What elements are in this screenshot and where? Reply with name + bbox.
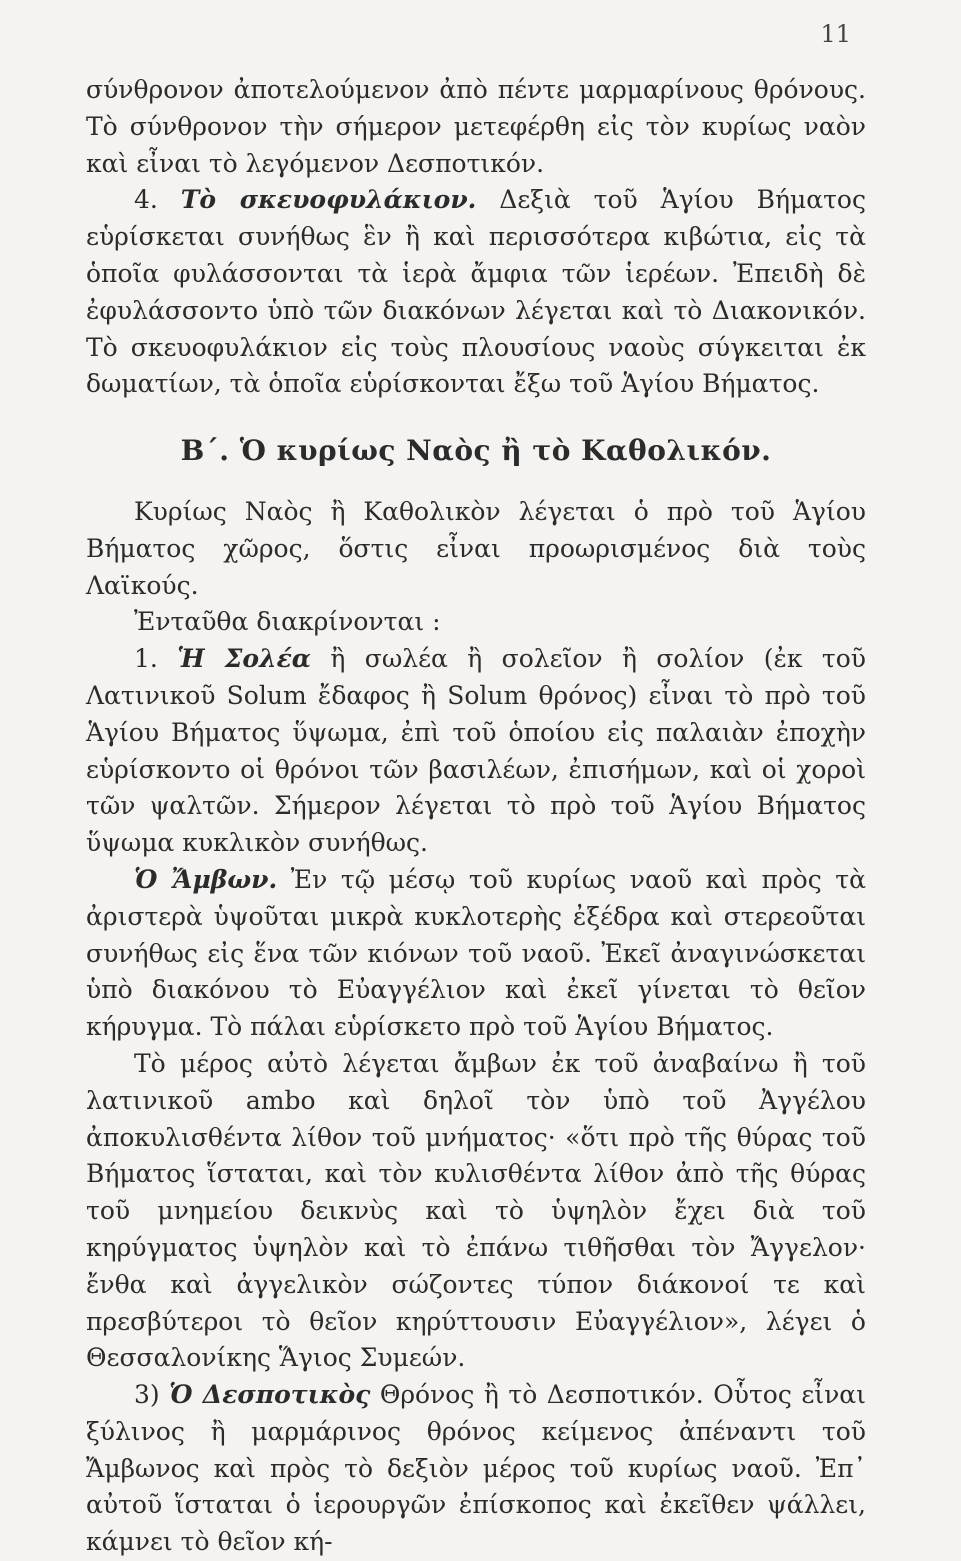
item-number: 3): [134, 1380, 170, 1410]
paragraph-text: Δεξιὰ τοῦ Ἁγίου Βήματος εὑρίσκεται συνήθως ἓν ἢ καὶ περισσότερα κιβώτια, εἰς τὰ ὁποῖα φυλάσσονται τὰ ἱερὰ ἄμφια τῶν ἱερέων. Ἐπειδὴ δὲ ἐφυλάσσοντο ὑπὸ τῶν διακόνων λέγεται καὶ τὸ Διακονικόν. Τὸ σκευοφυλάκιον εἰς τοὺς πλουσίους ναοὺς σύγκειται ἐκ δωματίων, τὰ ὁποῖα εὑρίσκονται ἔξω τοῦ Ἁγίου Βήματος.: [86, 185, 866, 399]
paragraph-amvon-meaning: Τὸ μέρος αὐτὸ λέγεται ἄμβων ἐκ τοῦ ἀναβαίνω ἢ τοῦ λατινικοῦ ambo καὶ δηλοῖ τὸν ὑπὸ τοῦ Ἀγγέλου ἀποκυλισθέντα λίθον τοῦ μνήματος· «ὅτι πρὸ τῆς θύρας τοῦ Βήματος ἵσταται, καὶ τὸν κυλισθέντα λίθον ἀπὸ τῆς θύρας τοῦ μνημείου δεικνὺς καὶ τὸ ὑψηλὸν ἔχει διὰ τοῦ κηρύγματος ὑψηλὸν καὶ τὸ ἐπάνω τιθῆσθαι τὸν Ἄγγελον· ἔνθα καὶ ἀγγελικὸν σώζοντες τύπον διάκονοί τε καὶ πρεσβύτεροι τὸ θεῖον κηρύττουσιν Εὐαγγέλιον», λέγει ὁ Θεσσαλονίκης Ἅγιος Συμεών.: [86, 1048, 866, 1373]
term-despotikos: Ὁ Δεσποτικὸς: [169, 1380, 371, 1410]
term-amvon: Ὁ Ἄμβων.: [134, 864, 278, 894]
item-number: 1.: [134, 644, 178, 674]
term-skeuophylakion: Τὸ σκευοφυλάκιον.: [180, 185, 477, 215]
term-solea: Ἡ Σολέα: [177, 644, 312, 674]
section-heading: Β΄. Ὁ κυρίως Ναὸς ἢ τὸ Καθολικόν.: [180, 434, 772, 468]
paragraph-intro-list: Ἐνταῦθα διακρίνονται :: [134, 607, 441, 637]
paragraph-amvon: [86, 862, 866, 1046]
paragraph-text: Ἐν τῷ μέσῳ τοῦ κυρίως ναοῦ καὶ πρὸς τὰ ἀριστερὰ ὑψοῦται μικρὰ κυκλοτερὴς ἐξέδρα καὶ στερεοῦται συνήθως εἰς ἕνα τῶν κιόνων τοῦ ναοῦ. Ἐκεῖ ἀναγινώσκεται ὑπὸ διακόνου τὸ Εὐαγγέλιον καὶ ἐκεῖ γίνεται τὸ θεῖον κήρυγμα. Τὸ πάλαι εὑρίσκετο πρὸ τοῦ Ἁγίου Βήματος.: [86, 864, 866, 1042]
paragraph-skeuophylakion: [86, 182, 866, 403]
paragraph-kyrios-naos: Κυρίως Ναὸς ἢ Καθολικὸν λέγεται ὁ πρὸ τοῦ Ἁγίου Βήματος χῶρος, ὅστις εἶναι προωρισμένος διὰ τοὺς Λαϊκούς.: [86, 496, 866, 600]
paragraph-despotikos: [86, 1377, 866, 1561]
paragraph-text: ἢ σωλέα ἢ σολεῖον ἢ σολίον (ἐκ τοῦ Λατινικοῦ Solum ἔδαφος ἢ Solum θρόνος) εἶναι τὸ πρὸ τοῦ Ἁγίου Βήματος ὕψωμα, ἐπὶ τοῦ ὁποίου εἰς παλαιὰν ἐποχὴν εὑρίσκοντο οἱ θρόνοι τῶν βασιλέων, ἐπισήμων, καὶ οἱ χοροὶ τῶν ψαλτῶν. Σήμερον λέγεται τὸ πρὸ τοῦ Ἁγίου Βήματος ὕψωμα κυκλικὸν συνήθως.: [86, 644, 866, 858]
paragraph-text: Θρόνος ἢ τὸ Δεσποτικόν. Οὗτος εἶναι ξύλινος ἢ μαρμάρινος θρόνος κείμενος ἀπέναντι τοῦ Ἄμβωνος καὶ πρὸς τὸ δεξιὸν μέρος τοῦ κυρίως ναοῦ. Ἐπ᾽ αὐτοῦ ἵσταται ὁ ἱερουργῶν ἐπίσκοπος καὶ ἐκεῖθεν ψάλλει, κάμνει τὸ θεῖον κή-: [86, 1380, 866, 1557]
paragraph-continuation: σύνθρονον ἀποτελούμενον ἀπὸ πέντε μαρμαρίνους θρόνους. Τὸ σύνθρονον τὴν σήμερον μετεφέρθη εἰς τὸν κυρίως ναὸν καὶ εἶναι τὸ λεγόμενον Δεσποτικόν.: [86, 75, 866, 178]
page-body: [86, 72, 866, 1561]
page-number: 11: [820, 20, 851, 48]
item-number: 4.: [134, 185, 181, 215]
paragraph-solea: [86, 641, 866, 862]
